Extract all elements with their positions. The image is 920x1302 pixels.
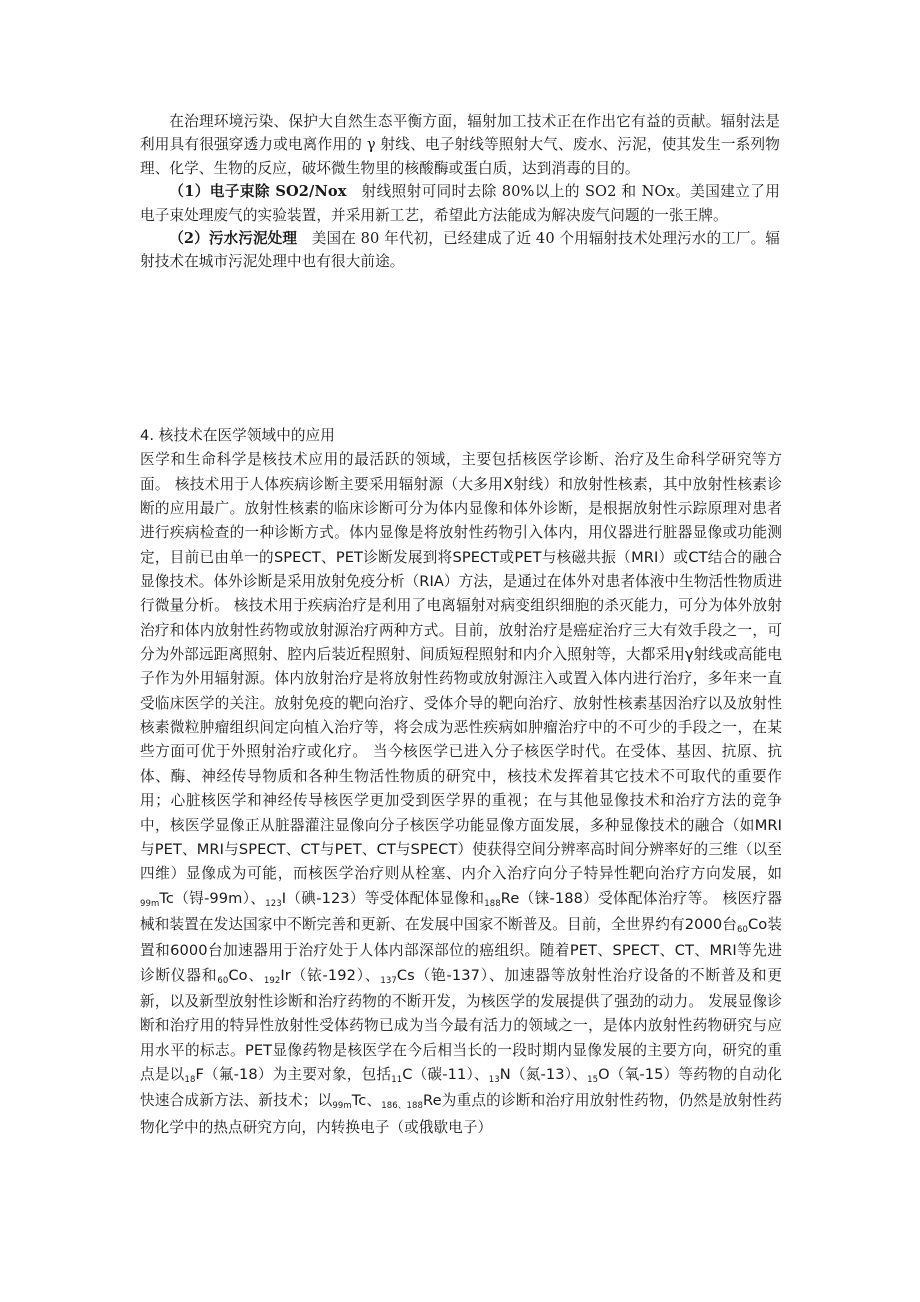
isotope-subscript: 11	[391, 1074, 403, 1085]
isotope-subscript: 13	[488, 1074, 500, 1085]
item2-text: 美国在 80 年代初，已经建成了近 40 个用辐射技术处理污水的工厂。辐射技术在城市污泥处理中也有很大前途。	[140, 230, 780, 271]
isotope-subscript: 99m	[140, 898, 160, 909]
isotope-subscript: 60	[737, 924, 748, 935]
item2-title: （2）污水污泥处理	[169, 230, 298, 248]
section-medical	[140, 424, 782, 1140]
isotope-subscript: 188	[484, 898, 501, 909]
isotope-subscript: 137	[380, 975, 397, 986]
isotope-subscript: 60	[217, 975, 229, 986]
isotope-subscript: 18	[184, 1074, 196, 1085]
isotope-subscript: 99m	[332, 1101, 352, 1112]
item1-text: 射线照射可同时去除 80%以上的 SO2 和 NOx。美国建立了用电子束处理废气的实验装置，并采用新工艺，希望此方法能成为解决废气问题的一张王牌。	[140, 183, 780, 224]
isotope-subscript: 186、188	[381, 1101, 424, 1112]
paragraph-item1	[140, 180, 780, 227]
section-heading: 4. 核技术在医学领域中的应用	[140, 427, 335, 444]
isotope-subscript: 123	[265, 898, 282, 909]
isotope-subscript: 15	[587, 1074, 599, 1085]
paragraph-item2	[140, 227, 780, 274]
section-environment	[140, 110, 780, 274]
paragraph-intro: 在治理环境污染、保护大自然生态平衡方面，辐射加工技术正在作出它有益的贡献。辐射法是利用具有很强穿透力或电离作用的 γ 射线、电子射线等照射大气、废水、污泥，使其发生一系列物理、化学、生物的反应，破坏微生物里的核酸酶或蛋白质，达到消毒的目的。	[140, 113, 780, 177]
paragraph-medical: 医学和生命科学是核技术应用的最活跃的领域，主要包括核医学诊断、治疗及生命科学研究等方面。 核技术用于人体疾病诊断主要采用辐射源（大多用X射线）和放射性核素，其中放射性核素诊断的应用最广。放射性核素的临床诊断可分为体内显像和体外诊断，是根据放射性示踪原理对患者进行疾病检查的一种诊断方式。体内显像是将放射性药物引入体内，用仪器进行脏器显像或功能测定，目前已由单一的SPECT、PET诊断发展到将SPECT或PET与核磁共振（MRI）或CT结合的融合显像技术。体外诊断是采用放射免疫分析（RIA）方法，是通过在体外对患者体液中生物活性物质进行微量分析。 核技术用于疾病治疗是利用了电离辐射对病变组织细胞的杀灭能力，可分为体外放射治疗和体内放射性药物或放射源治疗两种方式。目前，放射治疗是癌症治疗三大有效手段之一，可分为外部远距离照射、腔内后装近程照射、间质短程照射和内介入照射等，大都采用γ射线或高能电子作为外用辐射源。体内放射治疗是将放射性药物或放射源注入或置入体内进行治疗，多年来一直受临床医学的关注。放射免疫的靶向治疗、受体介导的靶向治疗、放射性核素基因治疗以及放射性核素微粒肿瘤组织间定向植入治疗等，将会成为恶性疾病如肿瘤治疗中的不可少的手段之一，在某些方面可优于外照射治疗或化疗。 当今核医学已进入分子核医学时代。在受体、基因、抗原、抗体、酶、神经传导物质和各种生物活性物质的研究中，核技术发挥着其它技术不可取代的重要作用；心脏核医学和神经传导核医学更加受到医学界的重视；在与其他显像技术和治疗方法的竞争中，核医学显像正从脏器灌注显像向分子核医学功能显像方面发展，多种显像技术的融合（如MRI与PET、MRI与SPECT、CT与PET、CT与SPECT）使获得空间分辨率高时间分辨率好的三维（以至四维）显像成为可能，而核医学治疗则从栓塞、内介入治疗向分子特异性靶向治疗方向发展，如$_{99m}$Tc（锝-99m）、$_{123}$I（碘-123）等受体配体显像和$_{188}$Re（铼-188）受体配体治疗等。 核医疗器械和装置在发达国家中不断完善和更新、在发展中国家不断普及。目前，全世界约有2000台$_{60}$Co装置和6000台加速器用于治疗处于人体内部深部位的癌组织。随着PET、SPECT、CT、MRI等先进诊断仪器和$_{60}$Co、$_{192}$Ir（铱-192）、$_{137}$Cs（铯-137）、加速器等放射性治疗设备的不断普及和更新，以及新型放射性诊断和治疗药物的不断开发，为核医学的发展提供了强劲的动力。 发展显像诊断和治疗用的特异性放射性受体药物已成为当今最有活力的领域之一，是体内放射性药物研究与应用水平的标志。PET显像药物是核医学在今后相当长的一段时期内显像发展的主要方向，研究的重点是以$_{18}$F（氟-18）为主要对象，包括$_{11}$C（碳-11）、$_{13}$N（氮-13）、$_{15}$O（氧-15）等药物的自动化快速合成新方法、新技术；以$_{99m}$Tc、$_{186、188}$Re为重点的诊断和治疗用放射性药物，仍然是放射性药物化学中的热点研究方向，内转换电子（或俄歇电子）	[140, 451, 783, 1136]
item1-title: （1）电子束除 SO2/Nox	[169, 183, 347, 201]
isotope-subscript: 192	[263, 975, 281, 986]
